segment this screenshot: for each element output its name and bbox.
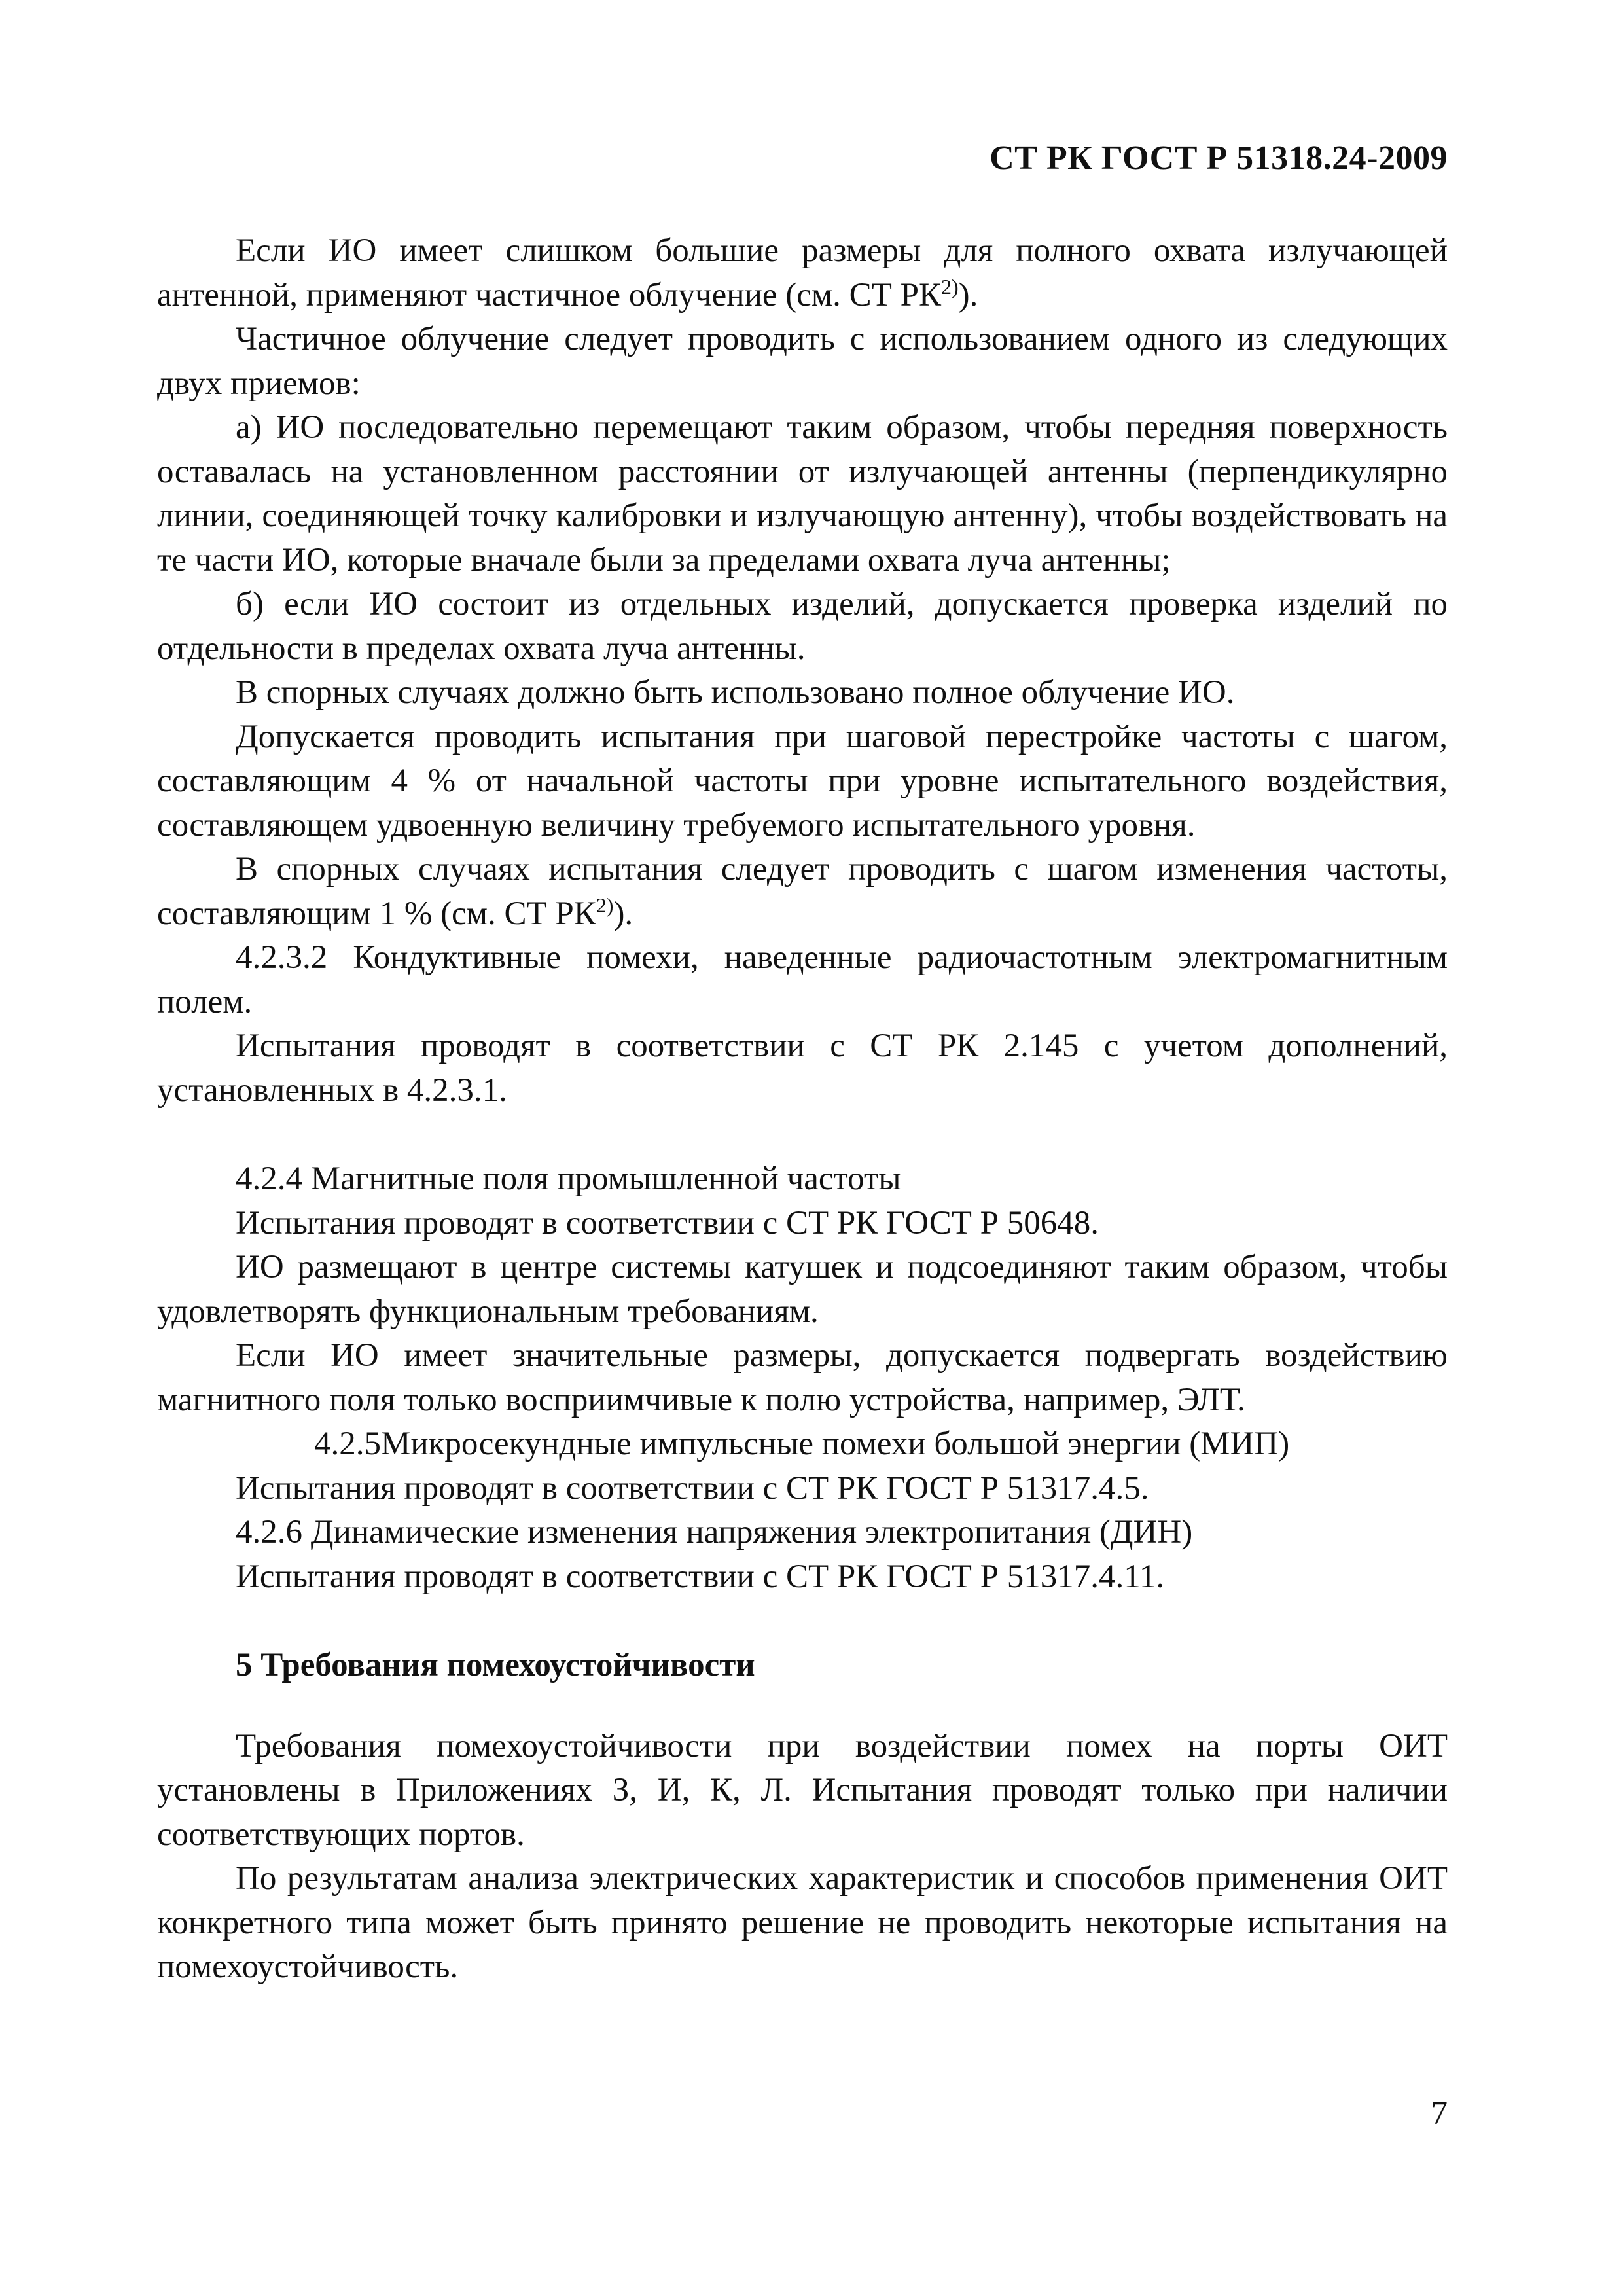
paragraph-frequency-step: Допускается проводить испытания при шаговой перестройке частоты с шагом, составляющим 4 % от начальной частоты при уровне испытательного воздействия, составляющем удвоенную величину требуемого испытательного уровня. <box>157 718 1448 844</box>
paragraph-immunity-requirements: Требования помехоустойчивости при воздействии помех на порты ОИТ установлены в Приложениях З, И, К, Л. Испытания проводят только при наличии соответствующих портов. <box>157 1727 1448 1853</box>
document-body <box>157 229 1448 1990</box>
paragraph-large-eut: Если ИО имеет значительные размеры, допускается подвергать воздействию магнитного поля только восприимчивые к полю устройства, например, ЭЛТ. <box>157 1337 1448 1418</box>
clause-number: 4.2.5 <box>314 1426 381 1462</box>
page-number: 7 <box>1431 2095 1448 2132</box>
section-5-heading: 5 Требования помехоустойчивости <box>236 1647 755 1683</box>
footnote-ref: 2) <box>596 893 614 917</box>
clause-4-2-5: 4.2.5Микросекундные импульсные помехи большой энергии (МИП) <box>157 1422 1448 1467</box>
list-item-a: а) ИО последовательно перемещают таким образом, чтобы передняя поверхность оставалась на установленном расстоянии от излучающей антенны (перпендикулярно линии, соединяющей точку калибровки и излучающую антенну), чтобы воздействовать на те части ИО, которые вначале были за пределами охвата луча антенны; <box>157 409 1448 579</box>
paragraph-tests-gost-51317-4-11: Испытания проводят в соответствии с СТ РК ГОСТ Р 51317.4.11. <box>236 1558 1165 1595</box>
clause-4-2-4: 4.2.4 Магнитные поля промышленной частоты <box>236 1160 901 1197</box>
paragraph-disputed-full-irradiation: В спорных случаях должно быть использовано полное облучение ИО. <box>236 674 1235 711</box>
paragraph-partial-irradiation: Если ИО имеет слишком большие размеры для полного охвата излучающей антенной, применяют частичное облучение (см. СТ РК$^{2)}$). <box>157 232 1448 314</box>
paragraph-methods-intro: Частичное облучение следует проводить с использованием одного из следующих двух приемов: <box>157 321 1448 402</box>
paragraph-analysis-results: По результатам анализа электрических характеристик и способов применения ОИТ конкретного типа может быть принято решение не проводить некоторые испытания на помехоустойчивость. <box>157 1860 1448 1985</box>
paragraph-disputed-step: В спорных случаях испытания следует проводить с шагом изменения частоты, составляющим 1 % (см. СТ РК$^{2)}$). <box>157 851 1448 932</box>
paragraph-tests-gost-51317-4-5: Испытания проводят в соответствии с СТ РК ГОСТ Р 51317.4.5. <box>236 1469 1149 1507</box>
clause-4-2-3-2: 4.2.3.2 Кондуктивные помехи, наведенные радиочастотным электромагнитным полем. <box>157 939 1448 1020</box>
paragraph-tests-gost-50648: Испытания проводят в соответствии с СТ РК ГОСТ Р 50648. <box>236 1204 1099 1242</box>
paragraph-tests-st-rk-2-145: Испытания проводят в соответствии с СТ РК 2.145 с учетом дополнений, установленных в 4.2.3.1. <box>157 1028 1448 1109</box>
document-code-header: СТ РК ГОСТ Р 51318.24-2009 <box>990 139 1448 177</box>
footnote-ref: 2) <box>940 274 959 298</box>
list-item-b: б) если ИО состоит из отдельных изделий, допускается проверка изделий по отдельности в пределах охвата луча антенны. <box>157 586 1448 667</box>
clause-4-2-6: 4.2.6 Динамические изменения напряжения электропитания (ДИН) <box>236 1514 1193 1551</box>
paragraph-coil-system: ИО размещают в центре системы катушек и подсоединяют таким образом, чтобы удовлетворять функциональным требованиям. <box>157 1249 1448 1330</box>
